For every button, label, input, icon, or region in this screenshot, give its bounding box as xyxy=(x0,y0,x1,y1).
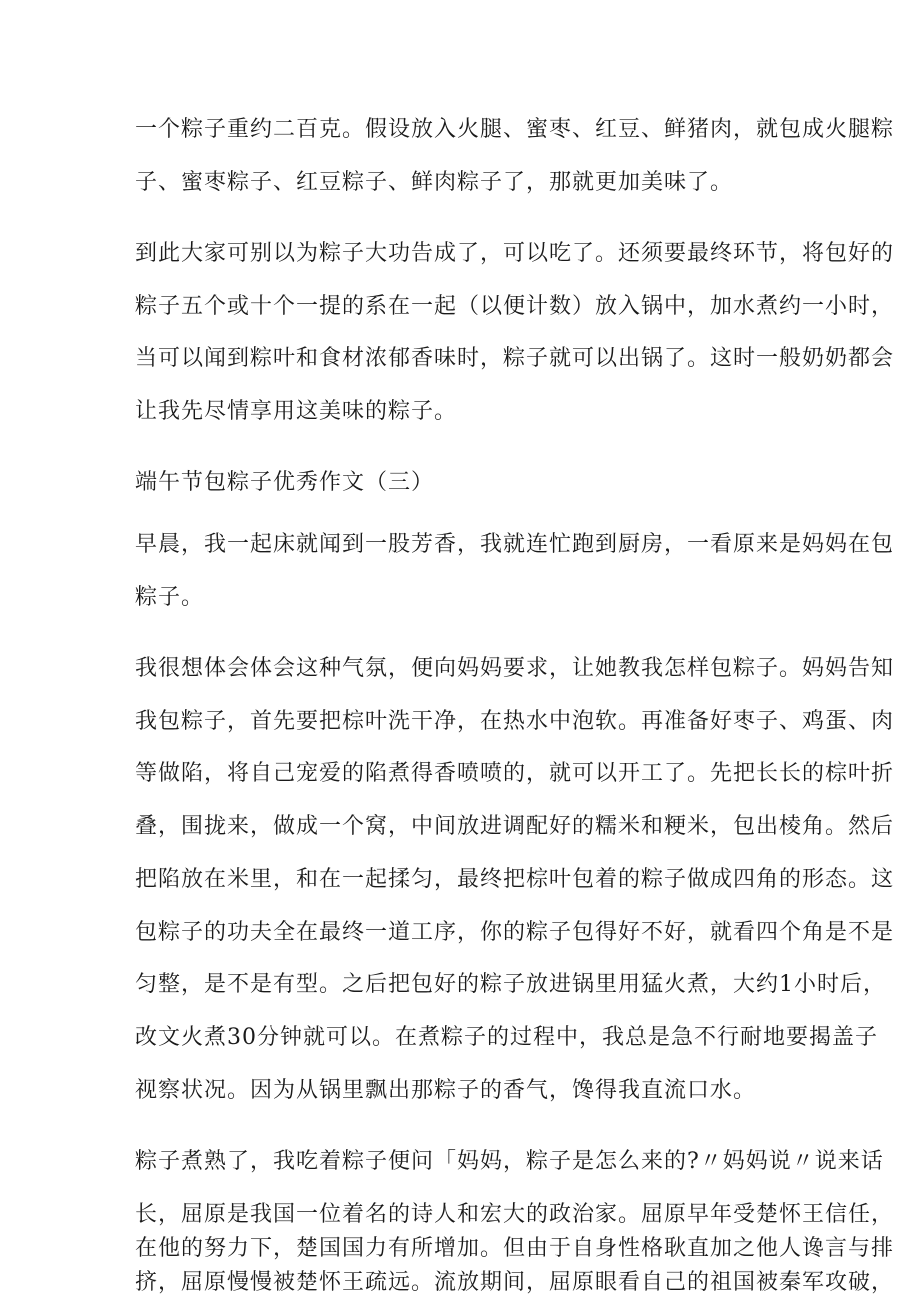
text-line: 改文火煮30分钟就可以。在煮粽子的过程中，我总是急不行耐地要揭盖子 xyxy=(135,1025,878,1050)
text-line: 挤，屈原慢慢被楚怀王疏远。流放期间，屈原眼看自己的祖国被秦军攻破， xyxy=(135,1270,895,1295)
text-line: 让我先尽情享用这美味的粽子。 xyxy=(135,399,458,424)
text-line: 把陷放在米里，和在一起揉匀，最终把棕叶包着的粽子做成四角的形态。这 xyxy=(135,867,895,892)
text-line: 叠，围拢来，做成一个窝，中间放进调配好的糯米和粳米，包出棱角。然后 xyxy=(135,814,895,839)
text-line: 粽子煮熟了，我吃着粽子便问「妈妈，粽子是怎么来的?〃妈妈说〃说来话 xyxy=(135,1149,884,1174)
text-line: 早晨，我一起床就闻到一股芳香，我就连忙跑到厨房，一看原来是妈妈在包 xyxy=(135,532,895,557)
text-line: 等做陷，将自己宠爱的陷煮得香喷喷的，就可以开工了。先把长长的棕叶折 xyxy=(135,761,895,786)
text-line: 子、蜜枣粽子、红豆粽子、鲜肉粽子了，那就更加美味了。 xyxy=(135,170,734,195)
text-line: 我很想体会体会这种气氛，便向妈妈要求，让她教我怎样包粽子。妈妈告知 xyxy=(135,656,895,681)
text-line: 匀整，是不是有型。之后把包好的粽子放进锅里用猛火煮，大约1小时后， xyxy=(135,972,886,997)
text-line: 一个粽子重约二百克。假设放入火腿、蜜枣、红豆、鲜猪肉，就包成火腿粽 xyxy=(135,117,895,142)
section-heading: 端午节包粽子优秀作文（三） xyxy=(135,470,435,495)
text-line: 当可以闻到粽叶和食材浓郁香味时，粽子就可以出锅了。这时一般奶奶都会 xyxy=(135,346,895,371)
text-line: 在他的努力下，楚国国力有所增加。但由于自身性格耿直加之他人谗言与排 xyxy=(135,1236,895,1261)
text-line: 粽子五个或十个一提的系在一起（以便计数）放入锅中，加水煮约一小时， xyxy=(135,294,895,319)
text-line: 到此大家可别以为粽子大功告成了，可以吃了。还须要最终环节，将包好的 xyxy=(135,241,895,266)
text-line: 长，屈原是我国一位着名的诗人和宏大的政治家。屈原早年受楚怀王信任， xyxy=(135,1202,895,1227)
text-line: 视察状况。因为从锅里飘出那粽子的香气，馋得我直流口水。 xyxy=(135,1078,757,1103)
text-line: 粽子。 xyxy=(135,585,205,610)
text-line: 我包粽子，首先要把棕叶洗干净，在热水中泡软。再准备好枣子、鸡蛋、肉 xyxy=(135,709,895,734)
text-line: 包粽子的功夫全在最终一道工序，你的粽子包得好不好，就看四个角是不是 xyxy=(135,920,895,945)
